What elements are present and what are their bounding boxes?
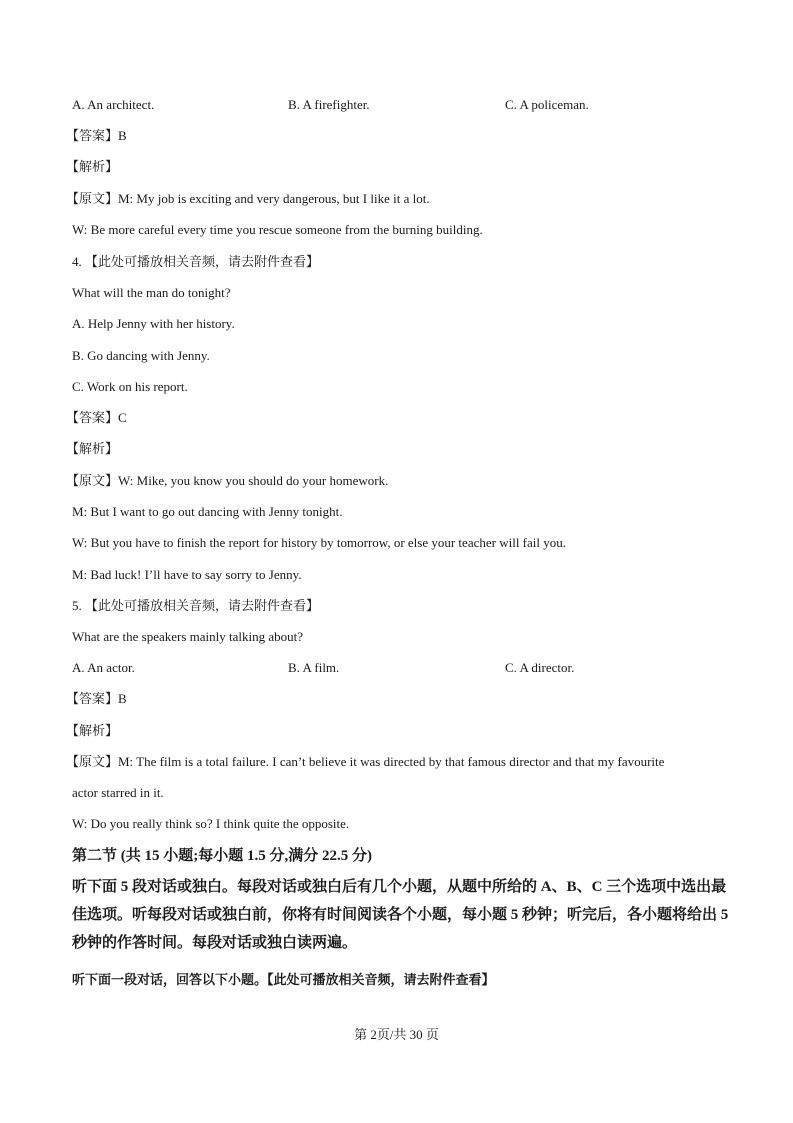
q3-answer: 【答案】B — [66, 128, 127, 143]
section-2-description: 听下面 5 段对话或独白。每段对话或独白后有几个小题，从题中所给的 A、B、C 三个选项中选出最佳选项。听每段对话或独白前，你将有时间阅读各个小题，每小题 5 秒钟；听完后，各小题将给出 5 秒钟的作答时间。每段对话或独白读两遍。 — [72, 879, 729, 951]
section-2-instruction: 听下面一段对话，回答以下小题。【此处可播放相关音频，请去附件查看】 — [72, 972, 495, 987]
q3-option-b: B. A firefighter. — [288, 97, 370, 112]
q5-option-c: C. A director. — [505, 660, 575, 675]
q4-transcript-line-3: W: But you have to finish the report for history by tomorrow, or else your teacher will fail you. — [72, 535, 566, 550]
q5-question: What are the speakers mainly talking about? — [72, 629, 304, 644]
q3-option-c: C. A policeman. — [505, 97, 589, 112]
q5-answer: 【答案】B — [66, 691, 127, 706]
q5-analysis: 【解析】 — [66, 723, 119, 738]
q4-option-c: C. Work on his report. — [72, 379, 188, 394]
q5-transcript-line-1: 【原文】M: The film is a total failure. I can’t believe it was directed by that famous director and that my favourite — [66, 754, 665, 769]
q3-option-a: A. An architect. — [72, 97, 155, 112]
q4-transcript-line-1: 【原文】W: Mike, you know you should do your homework. — [66, 473, 389, 488]
q5-transcript-line-2: actor starred in it. — [72, 785, 164, 800]
q5-option-b: B. A film. — [288, 660, 340, 675]
q3-transcript-line-1: 【原文】M: My job is exciting and very dangerous, but I like it a lot. — [66, 191, 430, 206]
q4-transcript-line-2: M: But I want to go out dancing with Jenny tonight. — [72, 504, 343, 519]
page-footer: 第 2页/共 30 页 — [354, 1027, 439, 1042]
section-2-title: 第二节 (共 15 小题;每小题 1.5 分,满分 22.5 分) — [72, 848, 372, 864]
q4-option-a: A. Help Jenny with her history. — [72, 316, 235, 331]
q5-transcript-line-3: W: Do you really think so? I think quite the opposite. — [72, 816, 350, 831]
q5-header: 5. 【此处可播放相关音频，请去附件查看】 — [72, 598, 320, 613]
q4-answer: 【答案】C — [66, 410, 127, 425]
q5-option-a: A. An actor. — [72, 660, 135, 675]
q4-transcript-line-4: M: Bad luck! I’ll have to say sorry to Jenny. — [72, 567, 302, 582]
q4-header: 4. 【此处可播放相关音频，请去附件查看】 — [72, 254, 320, 269]
q3-analysis: 【解析】 — [66, 159, 119, 174]
q4-analysis: 【解析】 — [66, 441, 119, 456]
q4-question: What will the man do tonight? — [72, 285, 231, 300]
q4-option-b: B. Go dancing with Jenny. — [72, 348, 210, 363]
q3-transcript-line-2: W: Be more careful every time you rescue someone from the burning building. — [72, 222, 483, 237]
